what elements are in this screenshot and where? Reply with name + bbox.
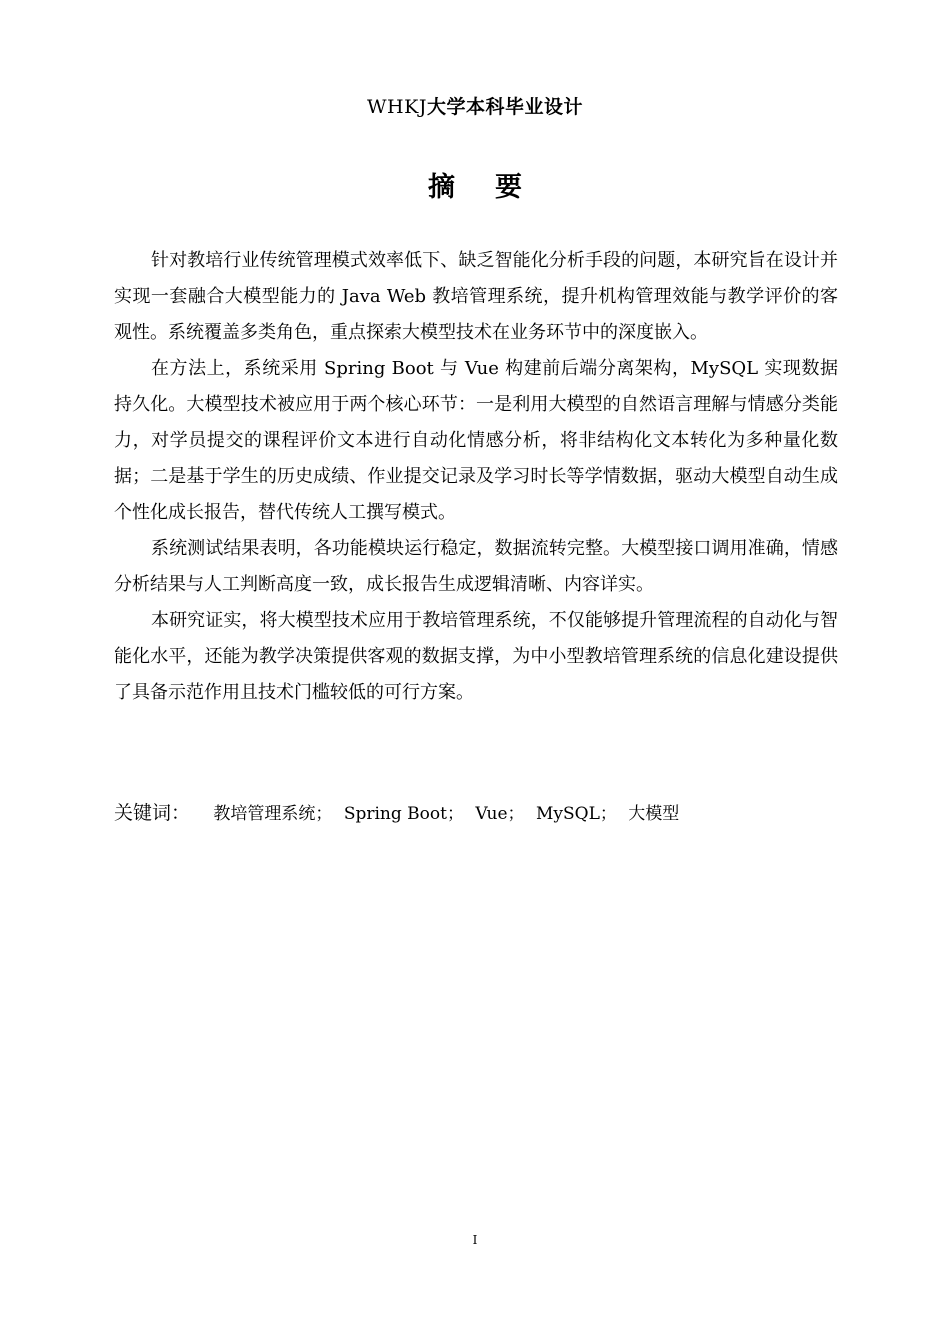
keyword-item: MySQL；	[535, 804, 617, 824]
keyword-item: Vue；	[475, 804, 525, 824]
keywords-label: 关键词：	[114, 802, 191, 824]
abstract-paragraph-2: 在方法上，系统采用 Spring Boot 与 Vue 构建前后端分离架构，MySQL 实现数据持久化。大模型技术被应用于两个核心环节：一是利用大模型的自然语言理解与情感分类能力，对学员提交的课程评价文本进行自动化情感分析，将非结构化文本转化为多种量化数据；二是基于学生的历史成绩、作业提交记录及学习时长等学情数据，驱动大模型自动生成个性化成长报告，替代传统人工撰写模式。	[114, 358, 838, 523]
keyword-item: 教培管理系统；	[213, 804, 333, 824]
abstract-paragraph-4: 本研究证实，将大模型技术应用于教培管理系统，不仅能够提升管理流程的自动化与智能化水平，还能为教学决策提供客观的数据支撑，为中小型教培管理系统的信息化建设提供了具备示范作用且技术门槛较低的可行方案。	[114, 610, 838, 703]
keyword-item: Spring Boot；	[343, 804, 464, 824]
running-header	[0, 93, 950, 121]
header-suffix: 大学本科毕业设计	[426, 96, 583, 118]
abstract-title: 摘要	[428, 172, 562, 203]
abstract-paragraph-1: 针对教培行业传统管理模式效率低下、缺乏智能化分析手段的问题，本研究旨在设计并实现一套融合大模型能力的 Java Web 教培管理系统，提升机构管理效能与教学评价的客观性。系统覆盖多类角色，重点探索大模型技术在业务环节中的深度嵌入。	[114, 250, 838, 343]
page-number: I	[472, 1233, 478, 1247]
abstract-paragraph-3: 系统测试结果表明，各功能模块运行稳定，数据流转完整。大模型接口调用准确，情感分析结果与人工判断高度一致，成长报告生成逻辑清晰、内容详实。	[114, 538, 838, 595]
keywords-line	[114, 797, 838, 830]
abstract-body	[114, 243, 838, 711]
keyword-item: 大模型	[628, 804, 680, 824]
header-prefix: WHKJ	[367, 96, 427, 118]
